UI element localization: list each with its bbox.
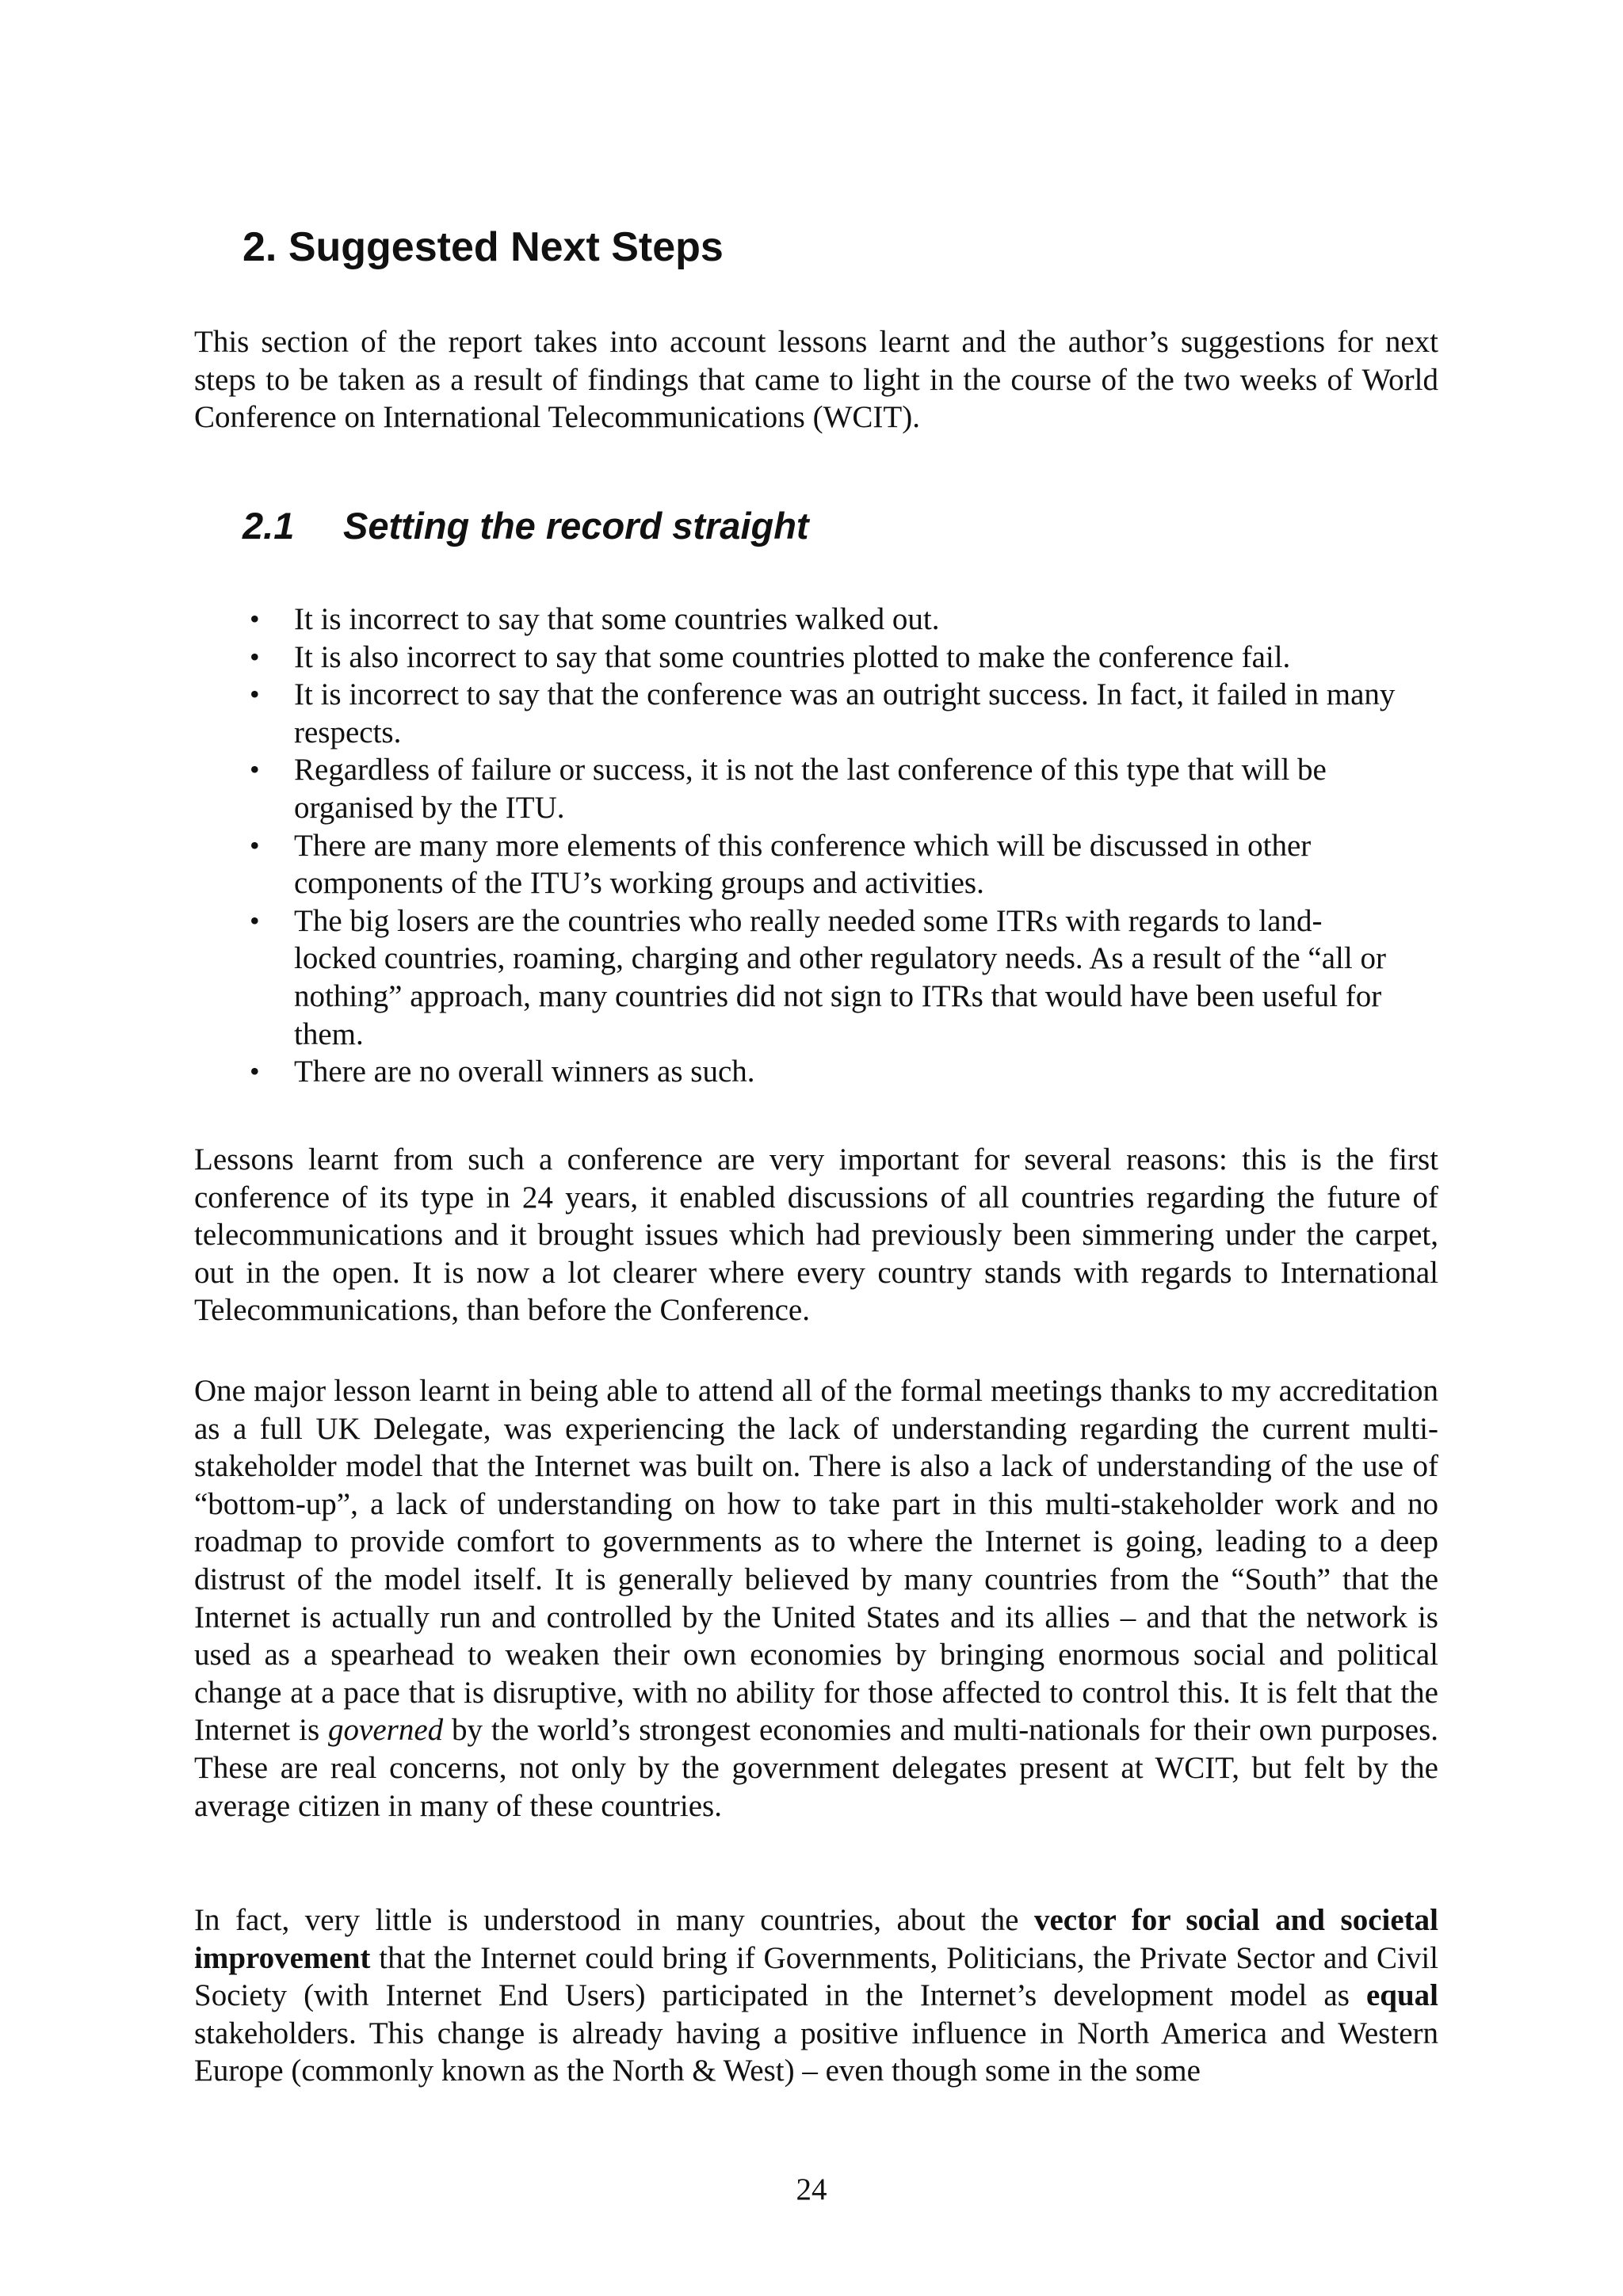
- bullet-text: It is incorrect to say that the conference was an outright success. In fact, it failed in many respects.: [294, 677, 1396, 749]
- bullet-text: Regardless of failure or success, it is not the last conference of this type that will be organised by the ITU.: [294, 753, 1327, 825]
- intro-paragraph: This section of the report takes into account lessons learnt and the author’s suggestions for next steps to be taken as a result of findings that came to light in the course of the two weeks of World Conference on International Telecommunications (WCIT).: [194, 325, 1438, 435]
- fact-paragraph: [194, 1901, 1438, 2090]
- bullet-list: [194, 601, 1438, 1091]
- bullet-item: [194, 639, 1438, 677]
- bullet-text: It is also incorrect to say that some countries plotted to make the conference fail.: [294, 639, 1291, 674]
- major-lesson-text-end: by the world’s strongest economies and multi-nationals for their own purposes. These are real concerns, not only by the government delegates present at WCIT, but felt by the average citizen in many of these countries.: [194, 1713, 1439, 1823]
- bullet-item: [194, 676, 1438, 751]
- bullet-icon: •: [250, 603, 260, 635]
- bullet-icon: •: [250, 904, 260, 936]
- fact-text-3: stakeholders. This change is already having a positive influence in North America and Western Europe (commonly known as the North & West) – even though some in the some: [194, 2016, 1438, 2088]
- bullet-item: [194, 902, 1438, 1053]
- bold-vector-phrase: vector for social and societal improvement: [194, 1903, 1438, 1975]
- subsection-number: 2.1: [242, 505, 295, 547]
- bullet-icon: •: [250, 640, 260, 673]
- bullet-text: The big losers are the countries who really needed some ITRs with regards to land-locked countries, roaming, charging and other regulatory needs. As a result of the “all or nothing” approach, many countries did not sign to ITRs that would have been useful for them.: [294, 903, 1386, 1051]
- bullet-item: [194, 601, 1438, 639]
- fact-text-1: In fact, very little is understood in many countries, about the: [194, 1903, 1034, 1937]
- bullet-item: [194, 827, 1438, 902]
- bullet-icon: •: [250, 753, 260, 786]
- emphasis-governed: governed: [328, 1713, 444, 1748]
- bold-equal: equal: [1365, 1978, 1438, 2013]
- bullet-text: It is incorrect to say that some countries walked out.: [294, 602, 940, 636]
- bullet-text: There are no overall winners as such.: [294, 1055, 755, 1089]
- bullet-icon: •: [250, 1055, 260, 1088]
- major-lesson-text: One major lesson learnt in being able to attend all of the formal meetings thanks to my accreditation as a full UK Delegate, was experiencing the lack of understanding regarding the current multi-stakeholder model that the Internet was built on. There is also a lack of understanding of the use of “bottom-up”, a lack of understanding on how to take part in this multi-stakeholder work and no roadmap to provide comfort to governments as to where the Internet is going, leading to a deep distrust of the model itself. It is generally believed by many countries from the “South” that the Internet is actually run and controlled by the United States and its allies – and that the network is used as a spearhead to weaken their own economies by bringing enormous social and political change at a pace that is disruptive, with no ability for those affected to control this. It is felt that the Internet is: [194, 1374, 1438, 1748]
- section-heading: 2. Suggested Next Steps: [242, 224, 724, 270]
- major-lesson-paragraph: [194, 1372, 1438, 1825]
- bullet-item: [194, 1053, 1438, 1091]
- lessons-paragraph: Lessons learnt from such a conference are very important for several reasons: this is the first conference of its type in 24 years, it enabled discussions of all countries regarding the future of telecommunications and it brought issues which had previously been simmering under the carpet, out in the open. It is now a lot clearer where every country stands with regards to International Telecommunications, than before the Conference.: [194, 1142, 1438, 1328]
- fact-text-2: that the Internet could bring if Governments, Politicians, the Private Sector and Civil Society (with Internet End Users) participated in the Internet’s development model as: [194, 1940, 1438, 2013]
- bullet-item: [194, 751, 1438, 826]
- page-number: 24: [796, 2172, 827, 2206]
- bullet-icon: •: [250, 678, 260, 711]
- subsection-heading: [242, 504, 809, 548]
- bullet-text: There are many more elements of this conference which will be discussed in other components of the ITU’s working groups and activities.: [294, 828, 1312, 901]
- bullet-icon: •: [250, 829, 260, 861]
- subsection-title: Setting the record straight: [343, 505, 809, 547]
